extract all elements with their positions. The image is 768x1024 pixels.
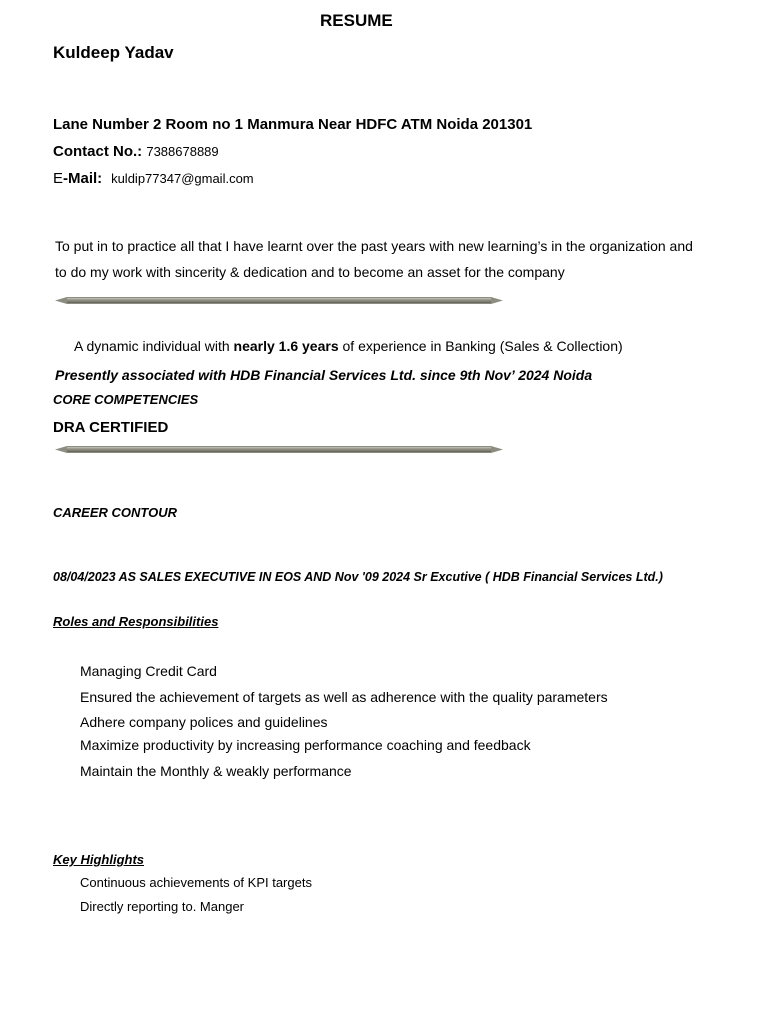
- list-item: Managing Credit Card: [80, 663, 217, 679]
- summary-intro-prefix: A dynamic individual with: [74, 338, 234, 354]
- objective-line-1: To put in to practice all that I have learnt over the past years with new learning’s in the organization and: [55, 238, 693, 254]
- list-item: Continuous achievements of KPI targets: [80, 875, 312, 890]
- page-title: RESUME: [320, 11, 393, 30]
- summary-intro: [74, 338, 623, 354]
- divider: [55, 296, 503, 305]
- list-item: Maximize productivity by increasing performance coaching and feedback: [80, 737, 531, 753]
- list-item: Directly reporting to. Manger: [80, 899, 245, 914]
- certification: DRA CERTIFIED: [53, 419, 169, 436]
- objective-line-2: to do my work with sincerity & dedication and to become an asset for the company: [55, 264, 565, 280]
- summary-experience: nearly 1.6 years: [233, 338, 339, 354]
- key-highlights-heading: Key Highlights: [53, 852, 145, 867]
- email-value: kuldip77347@gmail.com: [111, 171, 254, 186]
- career-position: 08/04/2023 AS SALES EXECUTIVE IN EOS AND Nov '09 2024 Sr Excutive ( HDB Financial Services Ltd.): [53, 570, 663, 584]
- email-label: -Mail:: [63, 170, 103, 187]
- list-item: Ensured the achievement of targets as well as adherence with the quality parameters: [80, 689, 608, 705]
- summary-intro-suffix: of experience in Banking (Sales & Collection): [338, 338, 623, 354]
- core-competencies-heading: CORE COMPETENCIES: [53, 392, 199, 407]
- contact-phone: 7388678889: [146, 144, 219, 159]
- contact-line: [53, 143, 219, 161]
- career-contour-heading: CAREER CONTOUR: [53, 505, 177, 520]
- email-line: [53, 170, 254, 188]
- contact-label: Contact No.: [53, 143, 138, 160]
- divider: [55, 445, 503, 454]
- candidate-name: Kuldeep Yadav: [53, 43, 174, 62]
- list-item: Adhere company polices and guidelines: [80, 714, 328, 730]
- list-item: Maintain the Monthly & weakly performance: [80, 763, 352, 779]
- contact-colon: :: [137, 143, 147, 160]
- roles-heading: Roles and Responsibilities: [53, 614, 219, 629]
- email-label-prefix: E: [53, 170, 64, 187]
- current-employment: Presently associated with HDB Financial Services Ltd. since 9th Nov’ 2024 Noida: [55, 367, 593, 383]
- address: Lane Number 2 Room no 1 Manmura Near HDFC ATM Noida 201301: [53, 116, 533, 133]
